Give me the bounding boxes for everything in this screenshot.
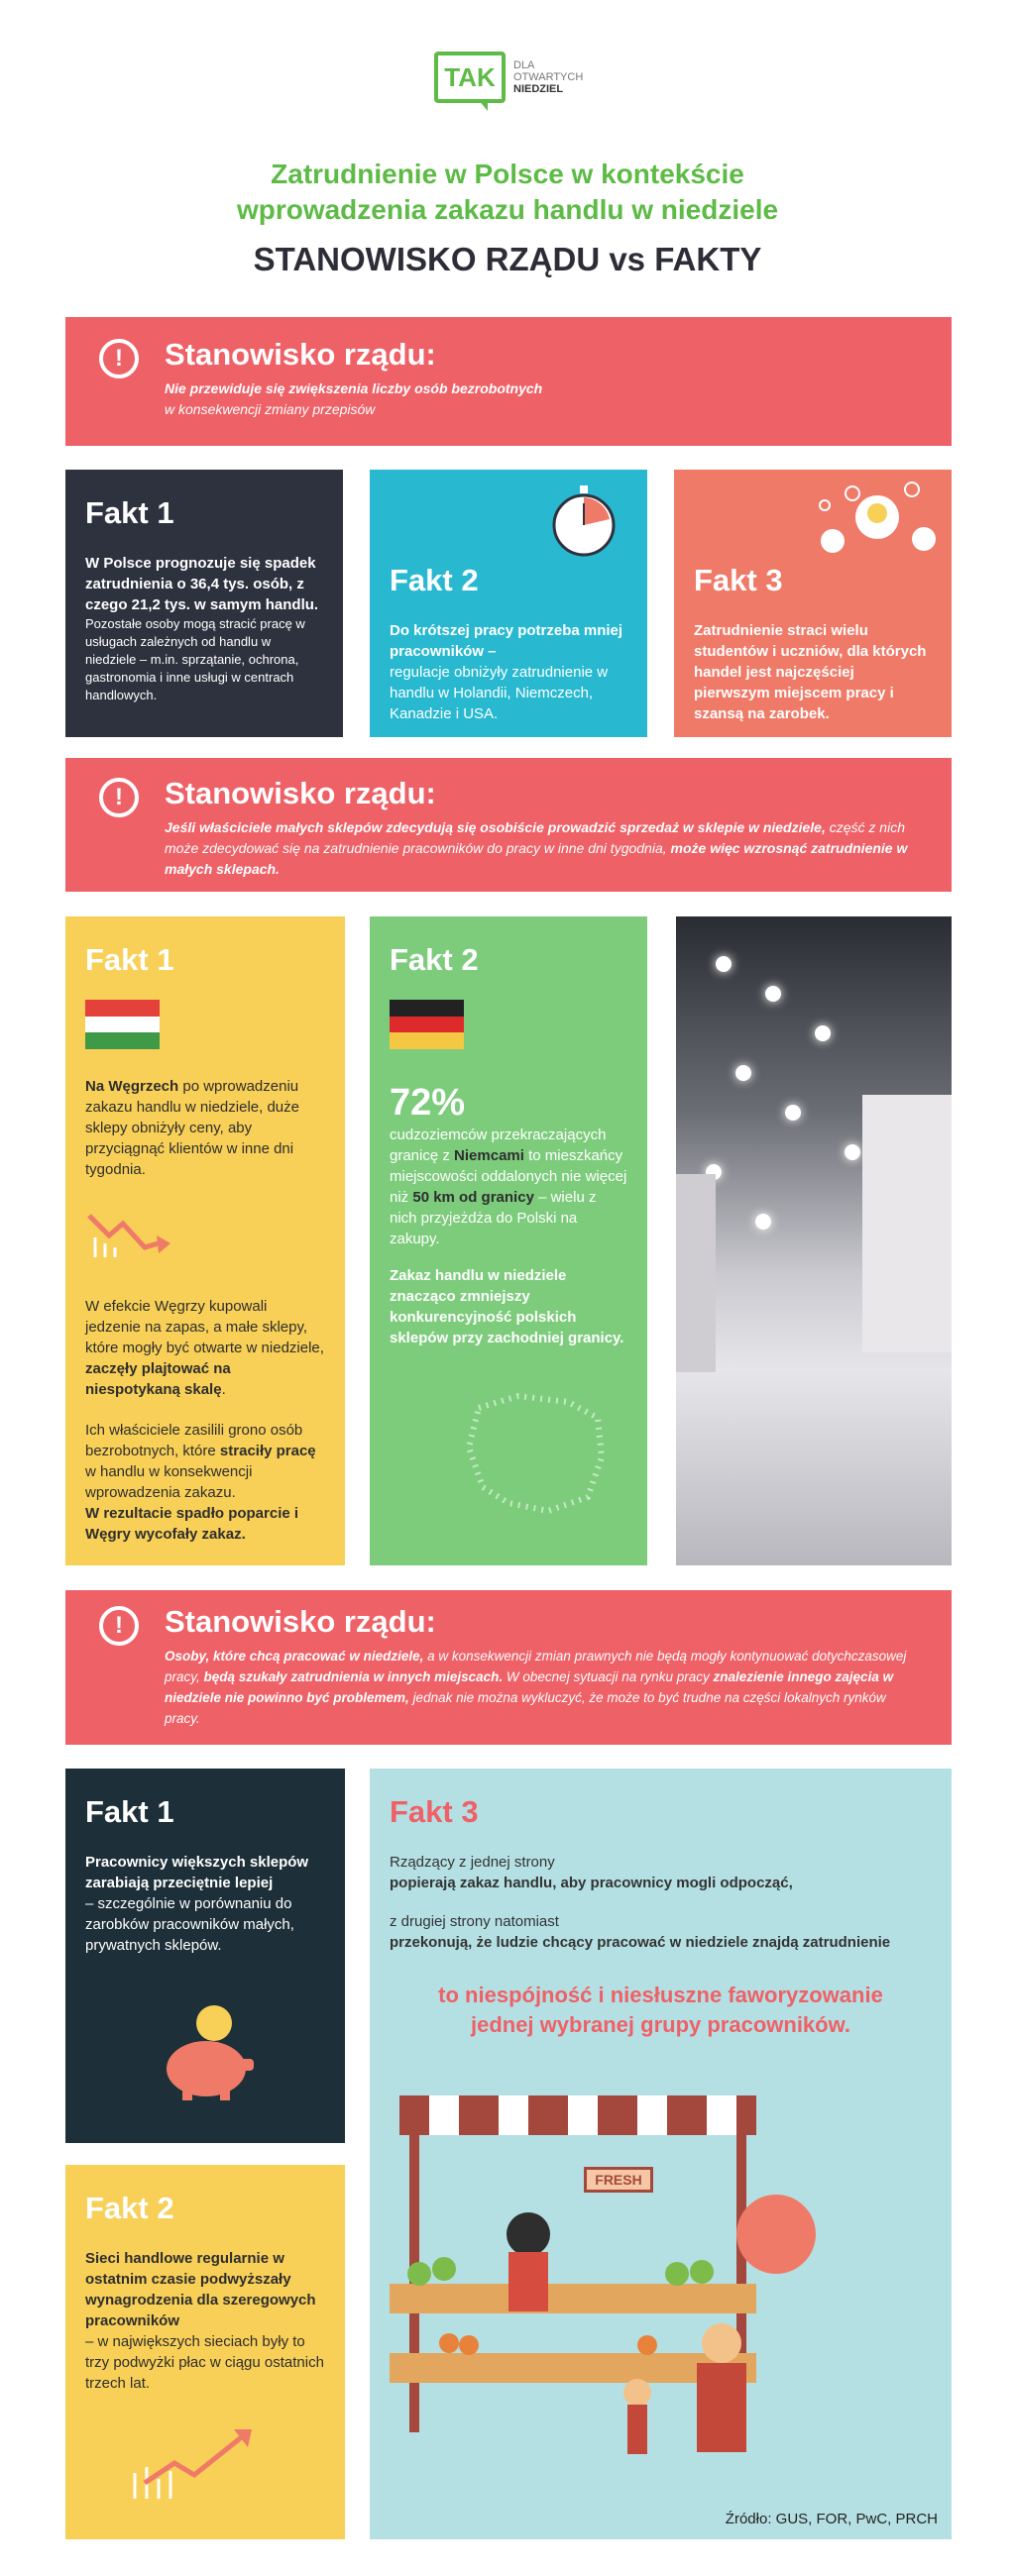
fact-title: Fakt 1 (85, 495, 174, 530)
banner-title: Stanowisko rządu: (165, 776, 436, 810)
fact-title: Fakt 2 (390, 942, 479, 977)
bold-3: straciły pracę (219, 1443, 316, 1459)
text-3: – wielu z nich przyjeżdża do Polski na zakupy. (390, 1189, 597, 1247)
banner-text-bold-2: może więc wzrosnąć zatrudnienie w małych sklepach. (165, 840, 908, 877)
fact-line-2: z drugiej strony natomiast (390, 1913, 559, 1930)
source-note: Źródło: GUS, FOR, PwC, PRCH (725, 2511, 938, 2527)
piggy-bank-icon (155, 1995, 264, 2104)
fact-line-2-bold: przekonują, że ludzie chcący pracować w niedziele znajdą zatrudnienie (390, 1934, 891, 1951)
fact-paragraph-2: W efekcie Węgrzy kupowali jedzenie na zapas, a małe sklepy, które mogły być otwarte w niedziele, zaczęły plajtować na niespotykaną skalę. (85, 1298, 324, 1398)
fact-paragraph-1 (390, 1125, 627, 1249)
fact-card-3 (674, 470, 952, 737)
banner-text-normal-3: jednak nie można wykluczyć, że może to być trudne na części lokalnych rynków pracy. (165, 1690, 886, 1726)
logo-tail (478, 99, 488, 111)
logo-line1: DLA (513, 59, 535, 71)
market-stall-illustration (390, 2086, 915, 2492)
germany-flag-icon (390, 1000, 464, 1049)
falling-chart-icon (85, 1208, 174, 1263)
banner-text (165, 378, 916, 420)
government-position-banner-2 (65, 758, 952, 892)
fact-paragraph-3 (85, 1420, 325, 1503)
alert-icon: ! (99, 1606, 139, 1646)
fact-card-salaries (65, 1769, 345, 2143)
banner-text-normal: w konsekwencji zmiany przepisów (165, 401, 376, 417)
header-subtitle (0, 157, 1015, 228)
text-2: to mieszkańcy miejscowości oddalonych nie więcej niż (390, 1147, 627, 1206)
rising-chart-icon (125, 2423, 264, 2503)
fact-line-1: Rządzący z jednej strony (390, 1854, 555, 1871)
logo-line2: OTWARTYCH (513, 71, 584, 83)
big-percent: 72% (390, 1082, 466, 1124)
fact-title: Fakt 3 (694, 563, 783, 597)
fact-bold-text: Sieci handlowe regularnie w ostatnim czasie podwyższały wynagrodzenia dla szeregowych pracowników (85, 2250, 316, 2329)
banner-text (165, 817, 916, 880)
red-conclusion: to niespójność i niesłuszne faworyzowanie jednej wybranej grupy pracowników. (438, 1983, 883, 2037)
fact-line-1-bold: popierają zakaz handlu, aby pracownicy mogli odpocząć, (390, 1875, 793, 1891)
text-1: cudzoziemców przekraczających granicę z (390, 1127, 607, 1164)
fresh-sign: FRESH (584, 2167, 653, 2193)
fact-bold-text: Do krótszej pracy potrzeba mniej pracowników – (390, 622, 623, 660)
fact-title: Fakt 2 (85, 2191, 174, 2225)
page-title: STANOWISKO RZĄDU vs FAKTY (253, 241, 762, 277)
banner-text-bold: Nie przewiduje się zwiększenia liczby osób bezrobotnych (165, 380, 543, 396)
government-position-banner-3 (65, 1590, 952, 1745)
fact-paragraph-4: W rezultacie spadło poparcie i Węgry wycofały zakaz. (85, 1505, 299, 1543)
fact-card-raises (65, 2165, 345, 2539)
fact-title: Fakt 1 (85, 942, 174, 977)
text-3c: w handlu w konsekwencji wprowadzenia zakazu. (85, 1463, 253, 1501)
bold-hungary: Na Węgrzech (85, 1078, 179, 1095)
stopwatch-icon (546, 483, 621, 559)
fact-bold-text: W Polsce prognozuje się spadek zatrudnienia o 36,4 tys. osób, z czego 21,2 tys. w samym handlu. (85, 555, 319, 613)
fact-bold-text: Zatrudnienie straci wielu studentów i uczniów, dla których handel jest najczęściej pierwszym miejscem pracy i szansą na zarobek. (694, 622, 927, 722)
hungary-flag-icon (85, 1000, 160, 1049)
alert-icon: ! (99, 339, 139, 378)
logo (434, 52, 593, 111)
government-position-banner-1 (65, 317, 952, 446)
bold-2: zaczęły plajtować na niespotykaną skalę (85, 1360, 231, 1398)
fact-bold-text: Pracownicy większych sklepów zarabiają przeciętnie lepiej (85, 1854, 309, 1891)
fact-card-2 (370, 470, 647, 737)
banner-text (165, 1646, 916, 1729)
fact-text: – w największych sieciach były to trzy podwyżki płac w ciągu ostatnich trzech lat. (85, 2333, 324, 2392)
text-3: Ich właściciele zasilili grono osób bezrobotnych, które (85, 1422, 303, 1459)
pillar (676, 1174, 716, 1372)
banner-text-normal-2: W obecnej sytuacji na rynku pracy (506, 1669, 710, 1684)
fact-card-inconsistency (370, 1769, 952, 2539)
fact-text: regulacje obniżyły zatrudnienie w handlu w Holandii, Niemczech, Kanadzie i USA. (390, 664, 609, 722)
fact-title: Fakt 1 (85, 1794, 174, 1829)
banner-text-normal-1: część z nich może zdecydować się na zatrudnienie pracowników do pracy w inne dni tygodnia, (165, 819, 905, 856)
fact-card-hungary (65, 916, 345, 1565)
bold-50km: 50 km od granicy (412, 1189, 534, 1206)
fact-text: – szczególnie w porównaniu do zarobków pracowników małych, prywatnych sklepów. (85, 1895, 294, 1954)
alert-icon: ! (99, 778, 139, 817)
fact-text: Pozostałe osoby mogą stracić pracę w usługach zależnych od handlu w niedziele – m.in. sprzątanie, ochrona, gastronomia i inne usługi w centrach handlowych. (85, 616, 305, 702)
banner-text-bold-3: znalezienie innego zajęcia w niedziele nie powinno być problemem, (165, 1669, 894, 1705)
fact-title: Fakt 3 (390, 1794, 479, 1829)
text-2: W efekcie Węgrzy kupowali jedzenie na zapas, a małe sklepy, które mogły być otwarte w niedziele, (85, 1298, 324, 1356)
banner-text-bold-1: Osoby, które chcą pracować w niedziele, (165, 1649, 424, 1664)
banner-text-normal-1: a w konsekwencji zmian prawnych nie będą mogły kontynuować dotychczasowej pracy, (165, 1649, 907, 1684)
subtitle-line2: wprowadzenia zakazu handlu w niedziele (236, 194, 779, 225)
text-1: po wprowadzeniu zakazu handlu w niedziele, duże sklepy obniżyły ceny, aby przyciągnąć klientów w inne dni tygodnia. (85, 1078, 299, 1178)
banner-title: Stanowisko rządu: (165, 1604, 436, 1639)
poland-map-icon (459, 1388, 608, 1517)
storefront (862, 1095, 952, 1352)
subtitle-line1: Zatrudnienie w Polsce w kontekście (271, 159, 744, 189)
bold-germany: Niemcami (454, 1147, 524, 1164)
people-network-icon (813, 478, 942, 563)
banner-title: Stanowisko rządu: (165, 337, 436, 372)
fact-paragraph-2: Zakaz handlu w niedziele znacząco zmniejszy konkurencyjność polskich sklepów przy zachodniej granicy. (390, 1267, 624, 1346)
fact-title: Fakt 2 (390, 563, 479, 597)
logo-mark: TAK (434, 52, 506, 103)
shopping-mall-photo (676, 916, 952, 1565)
fact-card-germany (370, 916, 647, 1565)
fact-card-1 (65, 470, 343, 737)
logo-line3: NIEDZIEL (513, 83, 564, 95)
fact-paragraph-1 (85, 1076, 325, 1180)
logo-text (513, 59, 583, 95)
banner-text-bold-1: Jeśli właściciele małych sklepów zdecydują się osobiście prowadzić sprzedaż w sklepie w niedziele, (165, 819, 826, 835)
banner-text-bold-2: będą szukały zatrudnienia w innych miejscach. (203, 1669, 504, 1684)
